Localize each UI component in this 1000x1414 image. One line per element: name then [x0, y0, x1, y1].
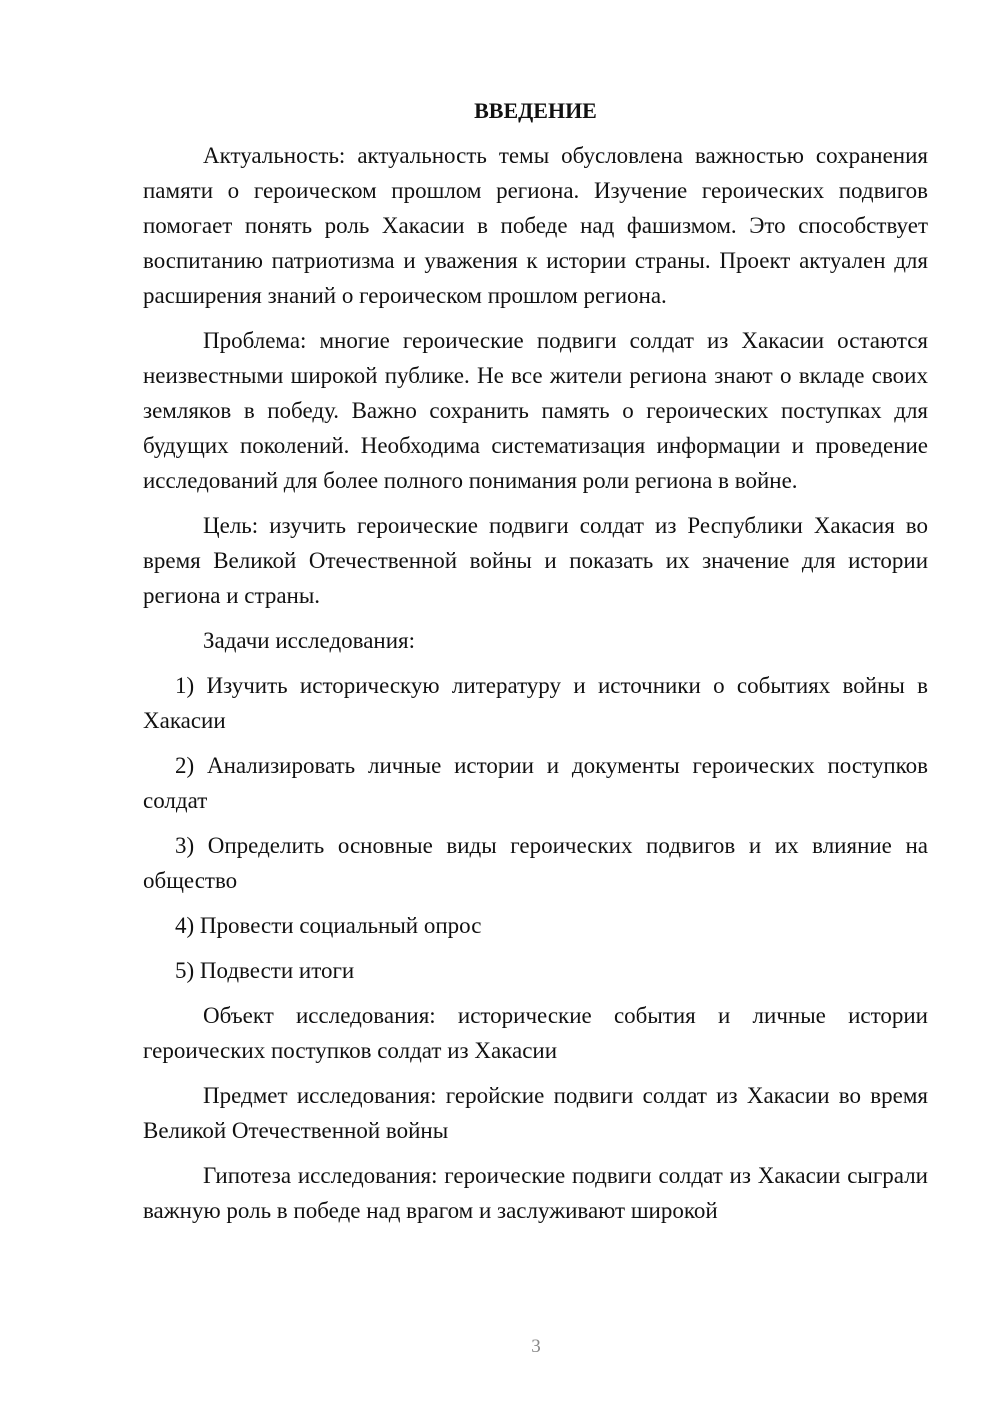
task-item: 5) Подвести итоги [175, 958, 355, 983]
paragraph-goal: Цель: изучить героические подвиги солдат из Республики Хакасия во время Великой Отечественной войны и показать их значение для истории региона и страны. [143, 513, 928, 608]
paragraph-object: Объект исследования: исторические события и личные истории героических поступков солдат из Хакасии [143, 1003, 928, 1063]
task-item: 1) Изучить историческую литературу и источники о событиях войны в Хакасии [143, 673, 928, 733]
task-item: 4) Провести социальный опрос [175, 913, 482, 938]
paragraph-problem: Проблема: многие героические подвиги солдат из Хакасии остаются неизвестными широкой публике. Не все жители региона знают о вкладе своих земляков в победу. Важно сохранить память о героических поступках для будущих поколений. Необходима систематизация информации и проведение исследований для более полного понимания роли региона в войне. [143, 328, 928, 493]
document-body [143, 96, 928, 1238]
paragraph-subject: Предмет исследования: геройские подвиги солдат из Хакасии во время Великой Отечественной войны [143, 1083, 928, 1143]
page-number: 3 [531, 1336, 541, 1357]
paragraph-hypothesis: Гипотеза исследования: героические подвиги солдат из Хакасии сыграли важную роль в победе над врагом и заслуживают широкой [143, 1163, 928, 1223]
section-title: ВВЕДЕНИЕ [474, 98, 597, 123]
paragraph-relevance: Актуальность: актуальность темы обусловлена важностью сохранения памяти о героическом прошлом региона. Изучение героических подвигов помогает понять роль Хакасии в победе над фашизмом. Это способствует воспитанию патриотизма и уважения к истории страны. Проект актуален для расширения знаний о героическом прошлом региона. [143, 143, 928, 308]
task-item: 2) Анализировать личные истории и документы героических поступков солдат [143, 753, 928, 813]
task-item: 3) Определить основные виды героических подвигов и их влияние на общество [143, 833, 928, 893]
tasks-heading: Задачи исследования: [203, 628, 416, 653]
